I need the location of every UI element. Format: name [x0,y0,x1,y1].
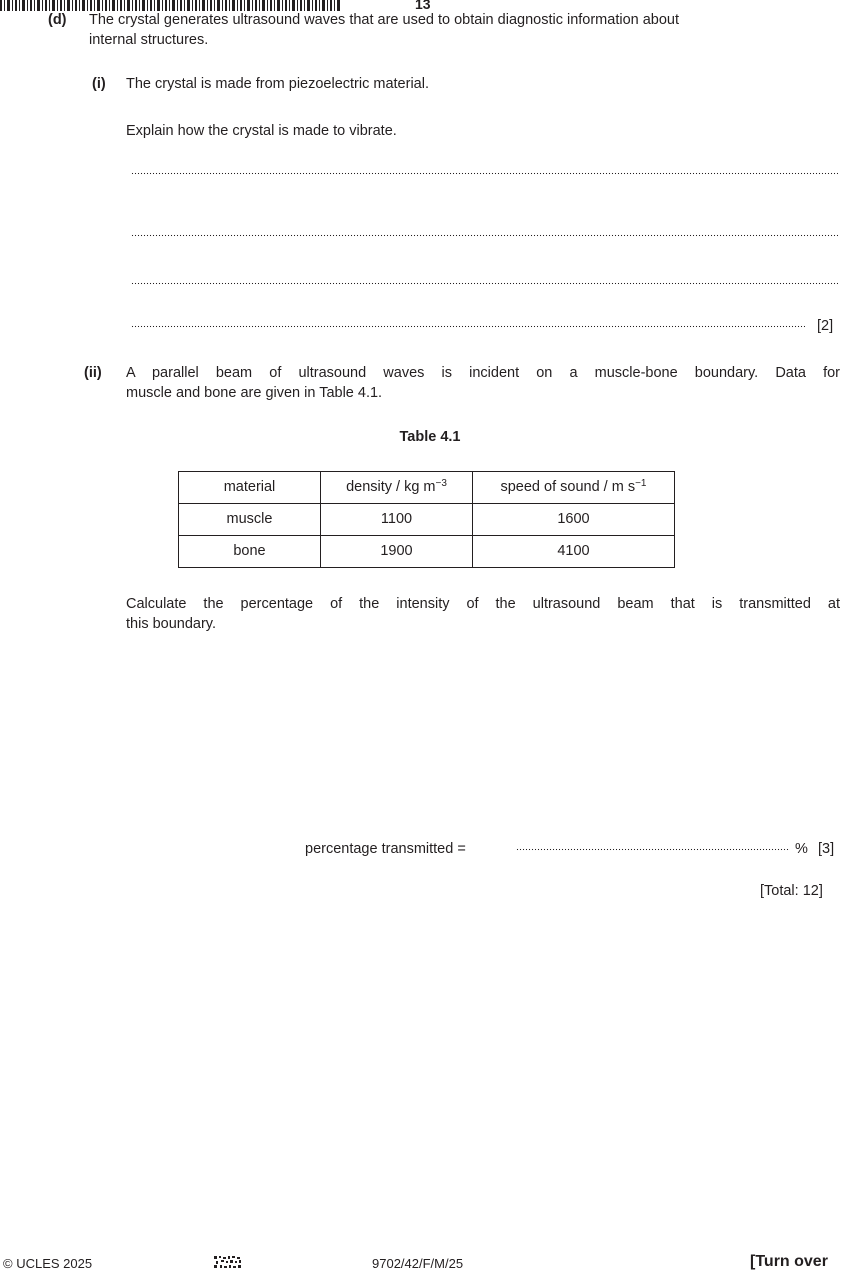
part-i-marks: [2] [817,318,834,334]
answer-line-1[interactable] [131,167,838,179]
table-title: Table 4.1 [399,429,461,445]
part-d-label: (d) [48,12,67,28]
answer-unit: % [795,841,808,857]
part-ii-label: (ii) [84,365,102,381]
table-row [179,504,675,536]
calc-text-line2: this boundary. [126,616,217,632]
part-i-statement: The crystal is made from piezoelectric material. [126,76,429,92]
answer-line-4[interactable] [131,320,805,332]
part-d-text-line2: internal structures. [89,32,209,48]
table-header-row [179,472,675,504]
header-density: density / kg $m^{-3}$ [321,472,473,504]
percentage-answer-field[interactable] [516,843,790,855]
cell-density: 1900 [321,536,473,568]
page-number: 13 [415,0,431,12]
cell-material: bone [179,536,321,568]
cell-speed: 1600 [473,504,675,536]
data-table [178,471,675,568]
part-d-text-line1: The crystal generates ultrasound waves that are used to obtain diagnostic information about [89,12,680,28]
header-speed: speed of sound / m $s^{-1}$ [473,472,675,504]
table-row [179,536,675,568]
answer-line-3[interactable] [131,277,838,289]
total-marks: [Total: 12] [760,883,823,899]
part-ii-text-line1: A parallel beam of ultrasound waves is incident on a muscle-bone boundary. Data for [126,365,840,381]
part-i-question: Explain how the crystal is made to vibrate. [126,123,397,139]
cell-material: muscle [179,504,321,536]
answer-label: percentage transmitted = [305,841,466,857]
footer-copyright: © UCLES 2025 [3,1256,93,1271]
footer-code: 9702/42/F/M/25 [372,1256,464,1271]
qr-code [214,1256,242,1269]
part-ii-marks: [3] [818,841,835,857]
cell-speed: 4100 [473,536,675,568]
answer-line-2[interactable] [131,229,838,241]
cell-density: 1100 [321,504,473,536]
header-material: material [179,472,321,504]
part-i-label: (i) [92,76,106,92]
calc-text-line1: Calculate the percentage of the intensity of the ultrasound beam that is transmitted at [126,596,840,612]
turn-over: [Turn over [750,1253,828,1270]
part-ii-text-line2: muscle and bone are given in Table 4.1. [126,385,383,401]
